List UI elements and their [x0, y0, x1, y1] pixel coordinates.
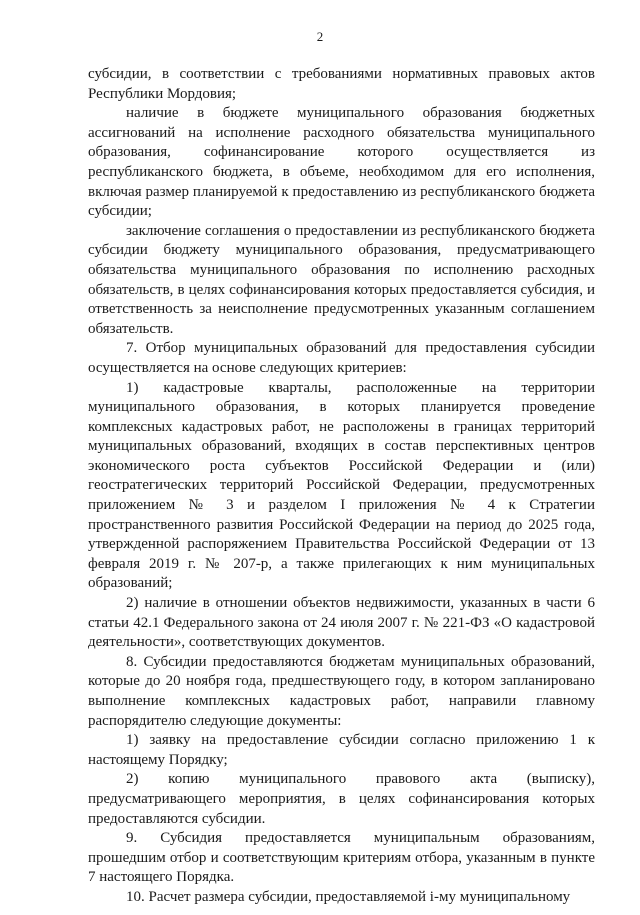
paragraph-budget-allocations: наличие в бюджете муниципального образования бюджетных ассигнований на исполнение расходного обязательства муниципального образования, софинансирование которого осуществляется из республиканского бюджета, в объеме, необходимом для его исполнения, включая размер планируемой к предоставлению из республиканского бюджета субсидии;: [88, 105, 595, 220]
paragraph-document-1: 1) заявку на предоставление субсидии согласно приложению 1 к настоящему Порядку;: [88, 732, 595, 768]
paragraph-agreement: заключение соглашения о предоставлении из республиканского бюджета субсидии бюджету муниципального образования, предусматривающего обязательства муниципального образования по исполнению расходных обязательств, в целях софинансирования которых предоставляется субсидия, и ответственность за неисполнение предусмотренных указанным соглашением обязательств.: [88, 222, 595, 337]
paragraph-document-2: 2) копию муниципального правового акта (выписку), предусматривающего мероприятия, в целях софинансирования которых предоставляются субсидии.: [88, 771, 595, 827]
page-number: 2: [316, 29, 324, 44]
paragraph-item-8: 8. Субсидии предоставляются бюджетам муниципальных образований, которые до 20 ноября года, предшествующего году, в котором запланировано выполнение комплексных кадастровых работ, направили главному распорядителю следующие документы:: [88, 653, 595, 729]
paragraph-item-7: 7. Отбор муниципальных образований для предоставления субсидии осуществляется на основе следующих критериев:: [88, 340, 595, 376]
paragraph-item-9: 9. Субсидия предоставляется муниципальным образованиям, прошедшим отбор и соответствующим критериям отбора, указанным в пункте 7 настоящего Порядка.: [88, 830, 595, 886]
paragraph-criterion-1: 1) кадастровые кварталы, расположенные на территории муниципального образования, в которых планируется проведение комплексных кадастровых работ, не расположены в границах территорий муниципальных образований, входящих в состав перспективных центров экономического роста субъектов Российской Федерации и (или) геостратегических территорий Российской Федерации, предусмотренных приложением № 3 и разделом I приложения № 4 к Стратегии пространственного развития Российской Федерации на период до 2025 года, утвержденной распоряжением Правительства Российской Федерации от 13 февраля 2019 г. № 207-р, а также прилегающих к ним муниципальных образований;: [88, 379, 595, 592]
document-body: [88, 65, 595, 908]
paragraph-item-10: 10. Расчет размера субсидии, предоставляемой i-му муниципальному: [126, 888, 571, 905]
paragraph-criterion-2: 2) наличие в отношении объектов недвижимости, указанных в части 6 статьи 42.1 Федерального закона от 24 июля 2007 г. № 221-ФЗ «О кадастровой деятельности», соответствующих документов.: [88, 595, 595, 651]
paragraph-continuation: субсидии, в соответствии с требованиями нормативных правовых актов Республики Мордовия;: [88, 66, 595, 102]
